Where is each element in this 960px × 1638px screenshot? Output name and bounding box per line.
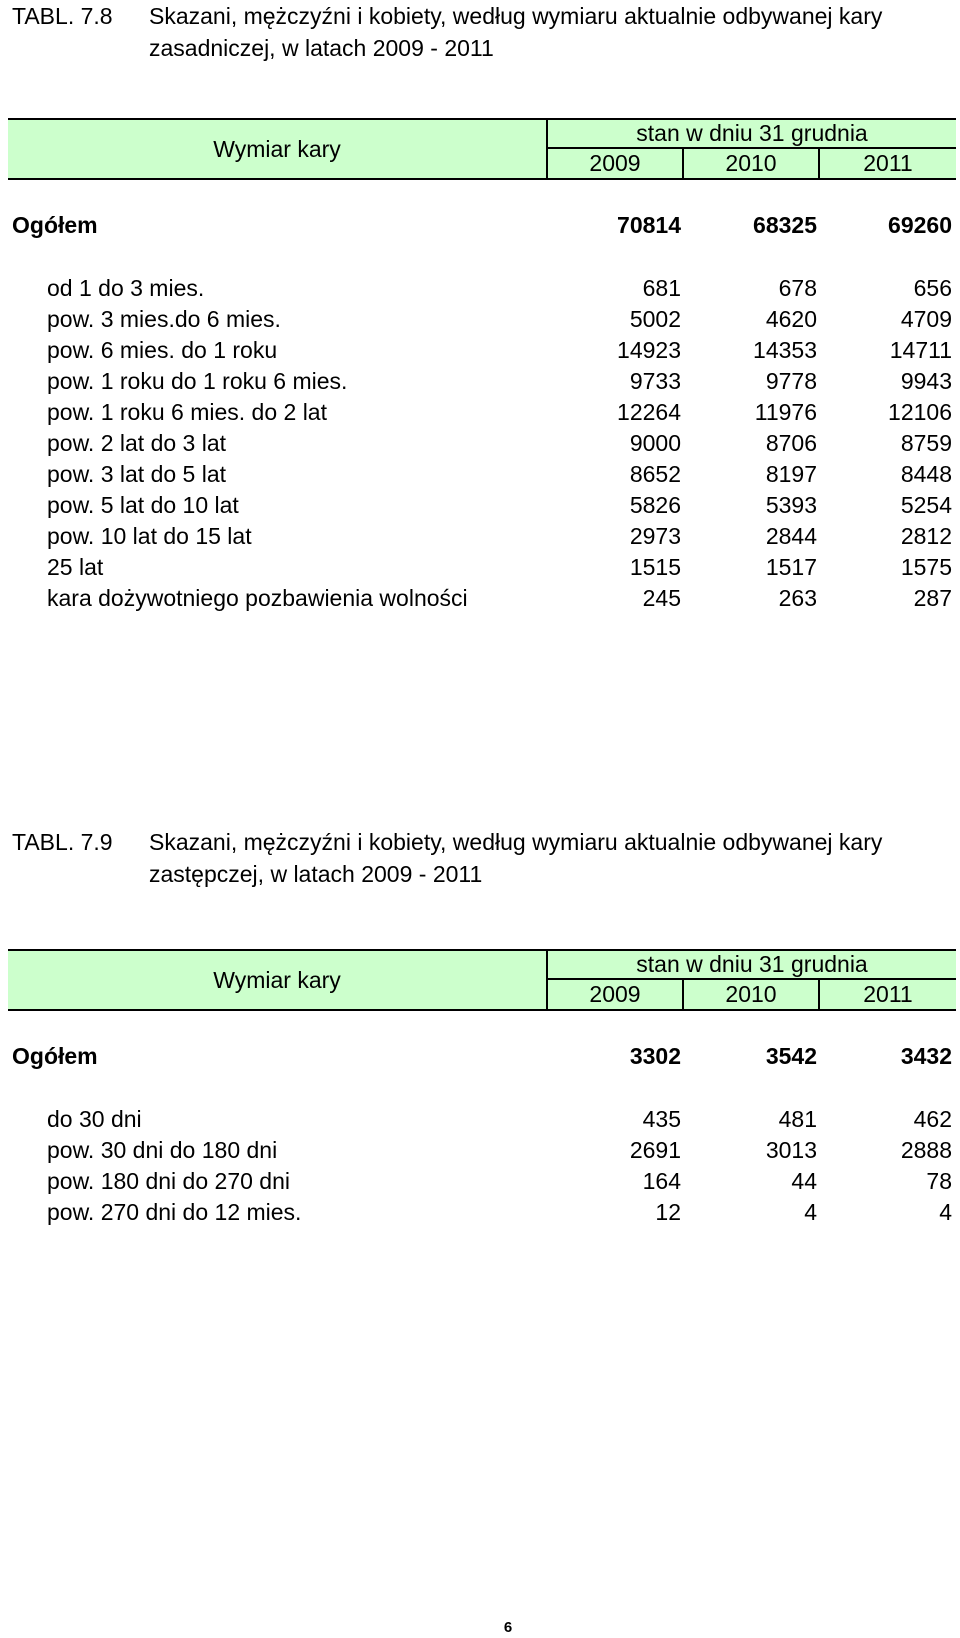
cell-2009: 12264 (617, 399, 681, 425)
row-label: do 30 dni (47, 1106, 142, 1132)
table2-header-stan: stan w dniu 31 grudnia (548, 951, 956, 980)
table-row (0, 1166, 960, 1197)
table-row (0, 273, 960, 304)
table2-caption: Skazani, mężczyźni i kobiety, według wymiaru aktualnie odbywanej kary zastępczej, w latach 2009 - 2011 (149, 829, 883, 887)
cell-2009: 70814 (617, 212, 681, 238)
table-row (0, 1135, 960, 1166)
row-label: pow. 10 lat do 15 lat (47, 523, 252, 549)
table2-header-year: 2009 (548, 980, 684, 1009)
table1-header-wymiar: Wymiar kary (8, 120, 548, 178)
table-row (0, 583, 960, 614)
table-row (0, 552, 960, 583)
row-label: pow. 3 lat do 5 lat (47, 461, 227, 487)
table-row (0, 428, 960, 459)
cell-2010: 9778 (765, 368, 817, 394)
cell-2009: 14923 (617, 337, 681, 363)
cell-2009: 2973 (629, 523, 681, 549)
table-row (0, 304, 960, 335)
cell-2011: 462 (913, 1106, 952, 1132)
cell-2009: 9000 (629, 430, 681, 456)
cell-2009: 164 (642, 1168, 681, 1194)
table-row (0, 366, 960, 397)
table2-header-wymiar: Wymiar kary (8, 951, 548, 1009)
row-label: pow. 270 dni do 12 mies. (47, 1199, 302, 1225)
table-row (0, 1104, 960, 1135)
cell-2010: 4 (804, 1199, 817, 1225)
row-label: 25 lat (47, 554, 104, 580)
table2-header (8, 949, 956, 1011)
cell-2010: 678 (778, 275, 817, 301)
cell-2010: 3013 (765, 1137, 817, 1163)
row-label: pow. 2 lat do 3 lat (47, 430, 227, 456)
row-label: pow. 3 mies.do 6 mies. (47, 306, 281, 332)
cell-2011: 3432 (900, 1043, 952, 1069)
table-row (0, 521, 960, 552)
cell-2011: 8759 (900, 430, 952, 456)
cell-2010: 5393 (765, 492, 817, 518)
cell-2009: 2691 (629, 1137, 681, 1163)
table1-header (8, 118, 956, 180)
cell-2011: 8448 (900, 461, 952, 487)
table2-header-year: 2010 (684, 980, 820, 1009)
row-label: pow. 180 dni do 270 dni (47, 1168, 290, 1194)
table1-caption: Skazani, mężczyźni i kobiety, według wymiaru aktualnie odbywanej kary zasadniczej, w latach 2009 - 2011 (149, 3, 883, 61)
table1-header-stan: stan w dniu 31 grudnia (548, 120, 956, 149)
cell-2009: 435 (642, 1106, 681, 1132)
cell-2010: 11976 (754, 399, 817, 425)
cell-2011: 2888 (900, 1137, 952, 1163)
cell-2010: 14353 (753, 337, 817, 363)
cell-2009: 12 (655, 1199, 681, 1225)
table-row (0, 397, 960, 428)
cell-2009: 245 (642, 585, 681, 611)
cell-2009: 9733 (629, 368, 681, 394)
row-label: od 1 do 3 mies. (47, 275, 205, 301)
cell-2010: 3542 (765, 1043, 817, 1069)
table-row (0, 490, 960, 521)
row-label: Ogółem (12, 1043, 98, 1069)
cell-2009: 3302 (629, 1043, 681, 1069)
cell-2009: 681 (642, 275, 681, 301)
row-label: pow. 1 roku 6 mies. do 2 lat (47, 399, 327, 425)
table2-label: TABL. 7.9 (12, 829, 113, 855)
table-row (0, 459, 960, 490)
cell-2011: 287 (913, 585, 952, 611)
cell-2011: 14711 (889, 337, 952, 363)
cell-2010: 8706 (765, 430, 817, 456)
cell-2010: 44 (791, 1168, 817, 1194)
cell-2010: 263 (778, 585, 817, 611)
table1-total-row (0, 210, 960, 241)
cell-2010: 2844 (765, 523, 817, 549)
table-row (0, 335, 960, 366)
cell-2011: 5254 (900, 492, 952, 518)
cell-2009: 1515 (629, 554, 681, 580)
table1-label: TABL. 7.8 (12, 3, 113, 29)
cell-2011: 656 (913, 275, 952, 301)
page-number: 6 (503, 1619, 513, 1636)
cell-2009: 5002 (629, 306, 681, 332)
table2-header-year: 2011 (863, 981, 913, 1007)
cell-2010: 481 (778, 1106, 817, 1132)
table-row (0, 1197, 960, 1228)
cell-2010: 4620 (765, 306, 817, 332)
cell-2011: 1575 (900, 554, 952, 580)
cell-2011: 12106 (888, 399, 952, 425)
cell-2011: 78 (926, 1168, 952, 1194)
table1-header-year: 2009 (548, 149, 684, 178)
cell-2011: 4709 (900, 306, 952, 332)
row-label: Ogółem (12, 212, 98, 238)
table1-header-year: 2010 (684, 149, 820, 178)
row-label: pow. 6 mies. do 1 roku (47, 337, 278, 363)
row-label: pow. 30 dni do 180 dni (47, 1137, 278, 1163)
cell-2011: 2812 (900, 523, 952, 549)
row-label: kara dożywotniego pozbawienia wolności (47, 585, 468, 611)
cell-2011: 4 (939, 1199, 952, 1225)
row-label: pow. 5 lat do 10 lat (47, 492, 239, 518)
cell-2009: 5826 (629, 492, 681, 518)
row-label: pow. 1 roku do 1 roku 6 mies. (47, 368, 348, 394)
cell-2010: 8197 (765, 461, 817, 487)
cell-2011: 9943 (900, 368, 952, 394)
table2-total-row (0, 1041, 960, 1072)
cell-2011: 69260 (888, 212, 952, 238)
cell-2009: 8652 (629, 461, 681, 487)
cell-2010: 68325 (753, 212, 817, 238)
cell-2010: 1517 (765, 554, 817, 580)
table1-header-year: 2011 (863, 150, 913, 176)
